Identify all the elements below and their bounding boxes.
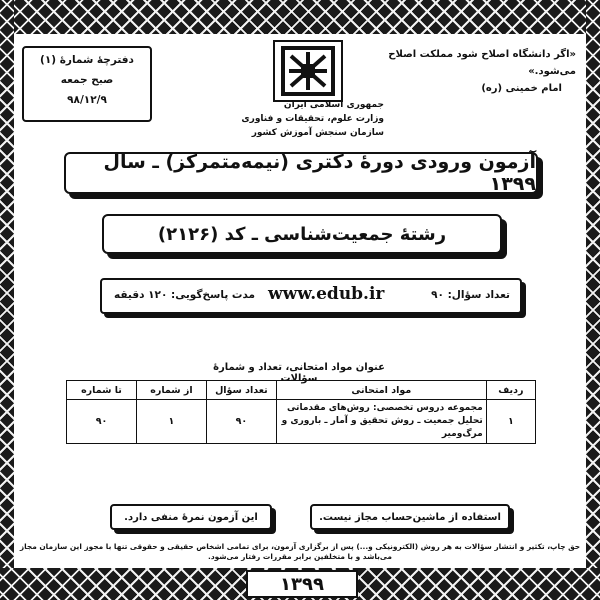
organization-block [234,98,384,140]
subjects-table-caption: عنوان مواد امتحانی، تعداد و شمارهٔ سؤالات [213,362,385,384]
header-to-number: تا شماره [67,381,137,400]
cell-row-number: ۱ [486,400,535,444]
exam-title-banner [64,152,538,194]
header-subject: مواد امتحانی [276,381,486,400]
decorative-border-top [0,0,600,34]
table-row [67,400,536,444]
year-badge [246,570,358,598]
cell-subject: مجموعه دروس تخصصی: روش‌های مقدماتی تحلیل جمعیت ـ روش تحقیق و آمار ـ باروری و مرگ‌ومیر [276,400,486,444]
org-line-organization: سازمان سنجش آموزش کشور [251,128,384,138]
calculator-note-text: استفاده از ماشین‌حساب مجاز نیست. [319,511,501,523]
header-quote [356,46,576,97]
header-from-number: از شماره [136,381,206,400]
cell-from-number: ۱ [136,400,206,444]
answer-duration: مدت پاسخ‌گویی: ۱۲۰ دقیقه [114,289,256,301]
copyright-notice: حق چاپ، تکثیر و انتشار سؤالات به هر روش (الکترونیکی و...) پس از برگزاری آزمون، برای تمامی اشخاص حقیقی و حقوقی تنها با مجوز این سازمان مجاز می‌باشد و با متخلفین برابر مقررات رفتار می‌شود. [19,542,581,561]
header-row-number: ردیف [486,381,535,400]
org-line-ministry: وزارت علوم، تحقیقات و فناوری [241,114,384,124]
decorative-border-right [586,0,600,600]
subjects-table [66,380,536,444]
booklet-date: ۹۸/۱۲/۹ [67,94,107,106]
exam-title: آزمون ورودی دورهٔ دکتری (نیمه‌متمرکز) ـ سال ۱۳۹۹ [103,151,536,195]
field-title-banner [102,214,502,254]
field-title: رشتهٔ جمعیت‌شناسی ـ کد (۲۱۲۶) [157,223,447,245]
booklet-session: صبح جمعه [60,74,114,86]
website-watermark: www.edub.ir [268,284,385,304]
year-text: ۱۳۹۹ [280,573,324,595]
negative-marking-note-text: این آزمون نمرهٔ منفی دارد. [124,511,258,523]
negative-marking-note [110,504,272,530]
booklet-number: دفترچهٔ شمارهٔ (۱) [40,54,134,66]
calculator-note [310,504,510,530]
org-line-country: جمهوری اسلامی ایران [283,100,384,110]
exam-cover-sheet [14,34,586,568]
cell-to-number: ۹۰ [67,400,137,444]
quote-text: «اگر دانشگاه اصلاح شود مملکت اصلاح می‌شود.» [388,49,576,77]
sanjesh-logo-icon [273,40,343,102]
subjects-table-header-row [67,381,536,400]
decorative-border-left [0,0,14,600]
booklet-info-box [22,46,152,122]
exam-info-box [100,278,522,314]
quote-author: امام خمینی (ره) [481,83,562,94]
question-count: تعداد سؤال: ۹۰ [431,289,510,301]
cell-question-count: ۹۰ [206,400,276,444]
header-question-count: تعداد سؤال [206,381,276,400]
